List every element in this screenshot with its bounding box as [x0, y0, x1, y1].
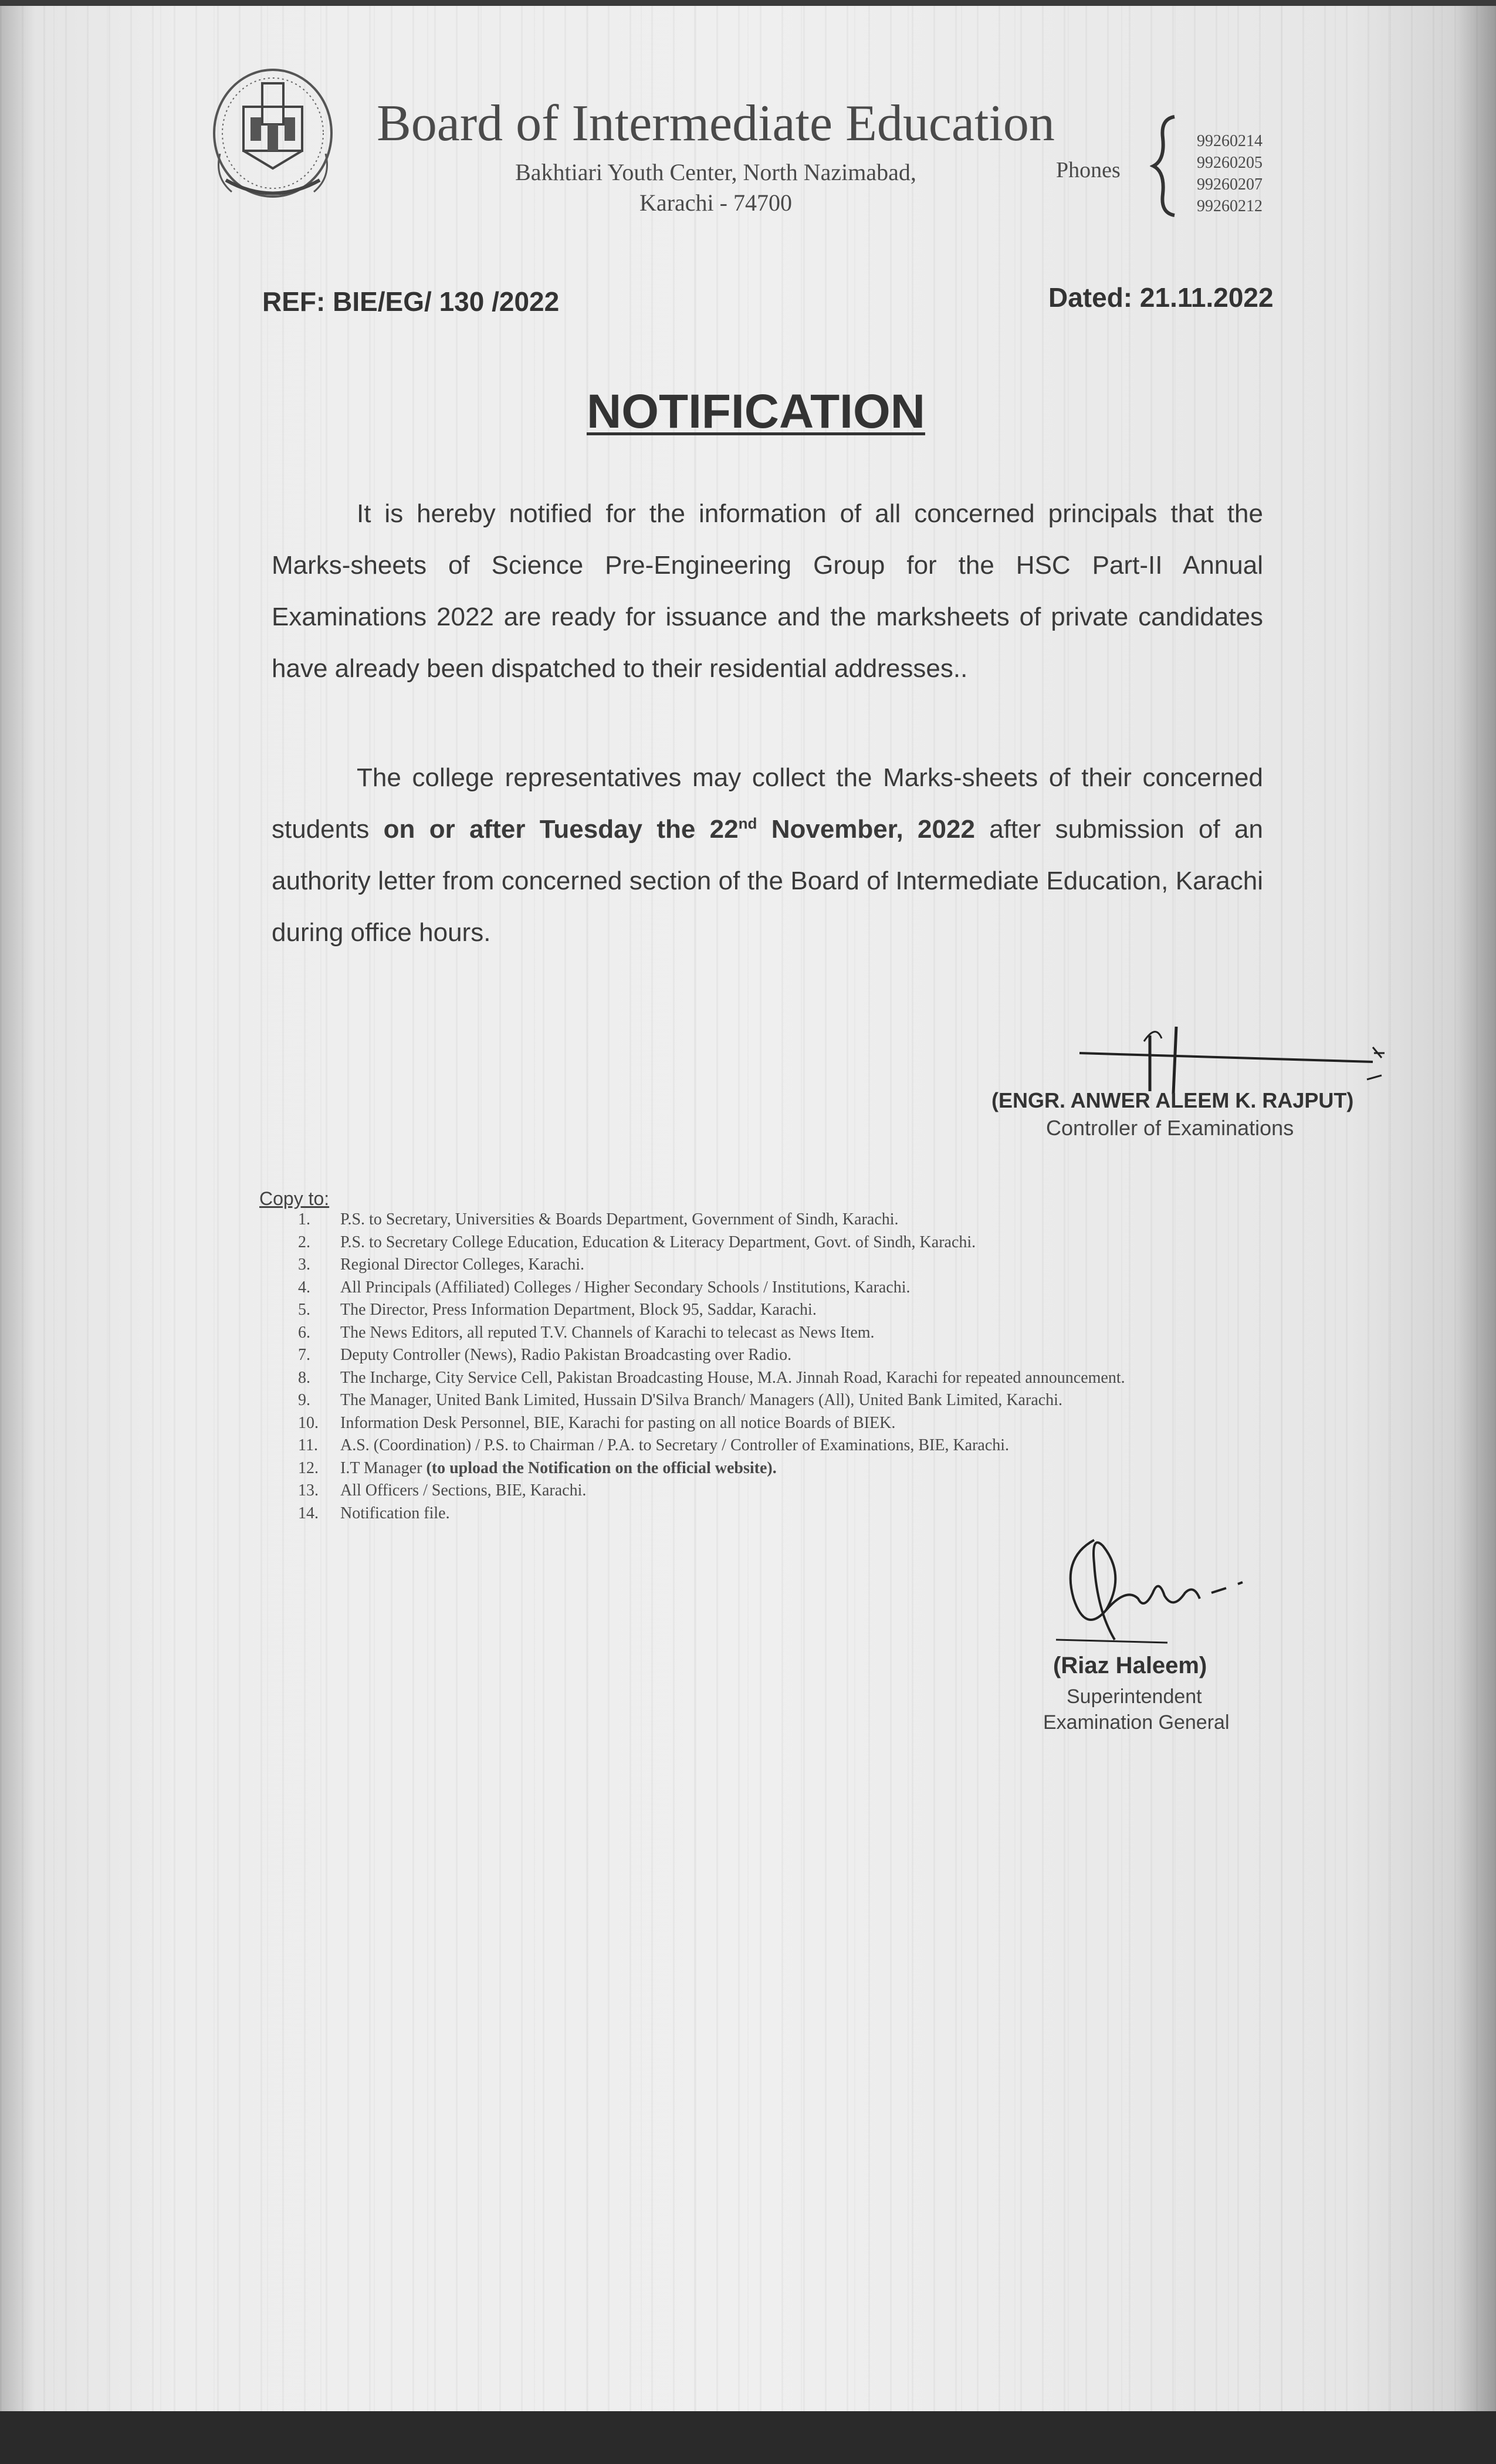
list-item [298, 1434, 1125, 1457]
list-number: 4. [298, 1278, 310, 1297]
list-number: 3. [298, 1255, 310, 1274]
list-text: The Manager, United Bank Limited, Hussain D'Silva Branch/ Managers (All), United Bank Limited, Karachi. [340, 1391, 1062, 1409]
board-seal-logo [208, 66, 337, 212]
controller-title: Controller of Examinations [1046, 1116, 1294, 1140]
list-number: 12. [298, 1458, 319, 1477]
list-item [298, 1502, 1125, 1525]
list-text: Notification file. [340, 1504, 450, 1522]
paragraph-2-lead: The college representatives may collect the Marks-sheets of their concerned students [272, 763, 1263, 844]
paragraph-2-sup: nd [738, 814, 757, 832]
list-item [298, 1322, 1125, 1345]
list-item [298, 1299, 1125, 1322]
list-item [298, 1412, 1125, 1435]
list-number: 11. [298, 1436, 318, 1454]
list-number: 2. [298, 1233, 310, 1251]
controller-signature [1068, 1012, 1396, 1100]
list-text: The News Editors, all reputed T.V. Channels of Karachi to telecast as News Item. [340, 1323, 875, 1342]
list-text: Deputy Controller (News), Radio Pakistan Broadcasting over Radio. [340, 1346, 792, 1364]
copy-to-list [298, 1209, 1125, 1525]
list-text: All Officers / Sections, BIE, Karachi. [340, 1481, 587, 1500]
list-text: Information Desk Personnel, BIE, Karachi for pasting on all notice Boards of BIEK. [340, 1413, 896, 1432]
phones-label: Phones [1056, 158, 1121, 182]
list-item [298, 1389, 1125, 1412]
reference-number: REF: BIE/EG/ 130 /2022 [262, 286, 560, 317]
paragraph-1-text: It is hereby notified for the information of all concerned principals that the Marks-sheets of Science Pre-Engineering Group for the HSC Part-II Annual Examinations 2022 are ready for issuance and the marksheets of private candidates have already been dispatched to their residential addresses.. [272, 499, 1263, 683]
list-number: 8. [298, 1368, 310, 1387]
list-number: 5. [298, 1301, 310, 1319]
superintendent-department: Examination General [1043, 1711, 1230, 1734]
paragraph-2-date-a: on or after Tuesday the 22 [383, 815, 739, 844]
list-number: 7. [298, 1346, 310, 1364]
paragraph-2-date-b: November, 2022 [757, 815, 975, 844]
list-text: I.T Manager [340, 1458, 427, 1477]
phone-numbers [1197, 130, 1263, 217]
list-item [298, 1231, 1125, 1254]
list-item [298, 1344, 1125, 1367]
phone-number: 99260212 [1197, 197, 1263, 215]
paragraph-2 [272, 752, 1263, 959]
list-number: 14. [298, 1504, 319, 1522]
phone-number: 99260205 [1197, 154, 1263, 172]
address-line-2: Karachi - 74700 [639, 189, 792, 216]
list-item [298, 1254, 1125, 1277]
controller-name: (ENGR. ANWER ALEEM K. RAJPUT) [991, 1088, 1354, 1112]
list-text: Regional Director Colleges, Karachi. [340, 1255, 584, 1274]
list-text: P.S. to Secretary College Education, Education & Literacy Department, Govt. of Sindh, Karachi. [340, 1233, 976, 1251]
list-number: 1. [298, 1210, 310, 1228]
list-text: The Incharge, City Service Cell, Pakistan Broadcasting House, M.A. Jinnah Road, Karachi for repeated announcement. [340, 1368, 1125, 1387]
address-line-1: Bakhtiari Youth Center, North Nazimabad, [515, 159, 916, 185]
board-name-heading: Board of Intermediate Education [377, 95, 1055, 152]
list-number: 6. [298, 1323, 310, 1342]
notification-title: NOTIFICATION [587, 385, 925, 438]
list-text: P.S. to Secretary, Universities & Boards Department, Government of Sindh, Karachi. [340, 1210, 899, 1228]
list-number: 13. [298, 1481, 319, 1500]
list-text: The Director, Press Information Department, Block 95, Saddar, Karachi. [340, 1301, 817, 1319]
list-item [298, 1457, 1125, 1480]
phone-number: 99260214 [1197, 132, 1263, 150]
list-item [298, 1480, 1125, 1502]
list-text: All Principals (Affiliated) Colleges / Higher Secondary Schools / Institutions, Karachi. [340, 1278, 911, 1297]
superintendent-title: Superintendent [1067, 1685, 1202, 1708]
scan-top-edge [0, 0, 1496, 6]
paragraph-2-tail: after submission of an authority letter from concerned section of the Board of Intermediate Education, Karachi during office hours. [272, 815, 1263, 947]
list-number: 9. [298, 1391, 310, 1409]
list-number: 10. [298, 1413, 319, 1432]
date-line: Dated: 21.11.2022 [1048, 282, 1274, 313]
superintendent-name: (Riaz Haleem) [1053, 1653, 1207, 1678]
list-text: A.S. (Coordination) / P.S. to Chairman / P.A. to Secretary / Controller of Examinations, BIE, Karachi. [340, 1436, 1010, 1454]
list-item [298, 1209, 1125, 1231]
list-item [298, 1277, 1125, 1299]
list-item [298, 1367, 1125, 1390]
phone-number: 99260207 [1197, 175, 1263, 194]
brace-icon [1150, 114, 1179, 217]
list-text-bold: (to upload the Notification on the official website). [426, 1458, 777, 1477]
superintendent-signature [1050, 1522, 1261, 1657]
copy-to-label: Copy to: [259, 1188, 330, 1209]
paragraph-1 [272, 488, 1263, 695]
